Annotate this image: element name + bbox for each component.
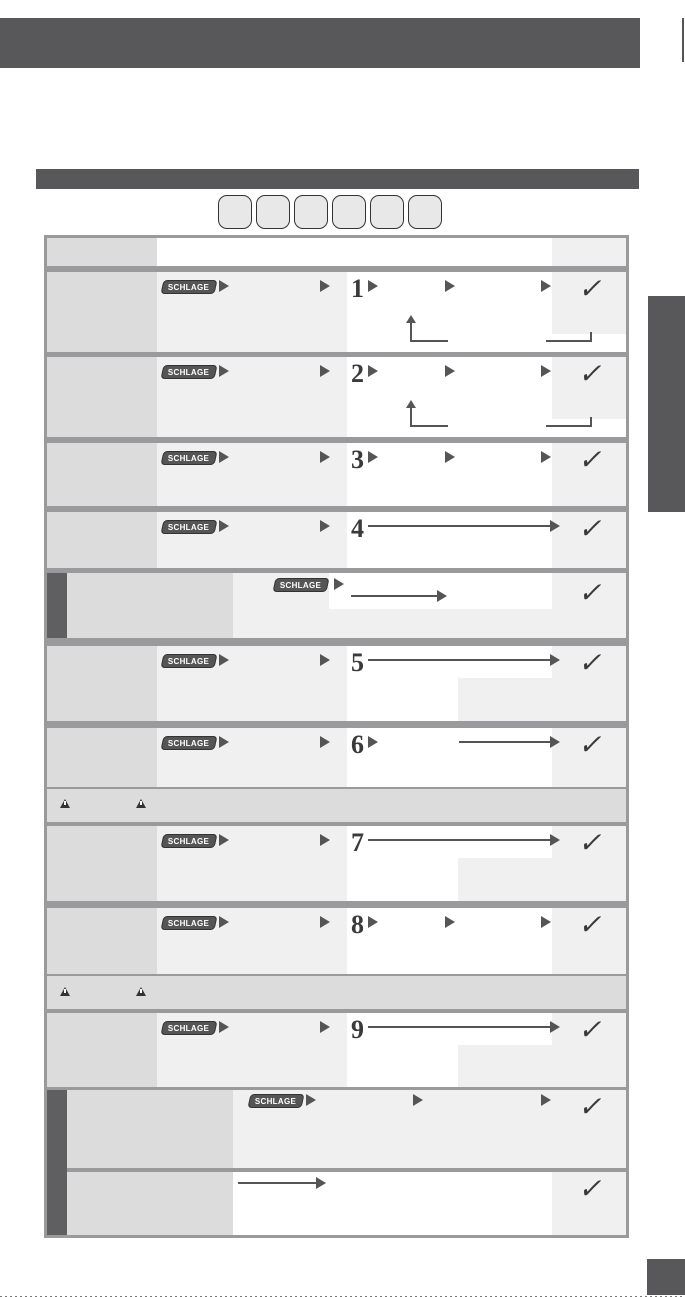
step-number: 3 xyxy=(351,445,364,474)
arrow-right-icon xyxy=(445,280,455,292)
keypad-key xyxy=(332,195,366,229)
arrow-right-icon xyxy=(219,280,229,292)
row-label-cell xyxy=(47,1013,157,1087)
check-icon: ✓ xyxy=(578,910,602,941)
arrow-shaft xyxy=(368,839,552,841)
warning-icon xyxy=(60,987,70,996)
side-tab xyxy=(648,296,685,512)
arrow-right-icon xyxy=(541,1094,551,1106)
check-icon: ✓ xyxy=(578,1092,602,1123)
arrow-right-icon xyxy=(368,916,378,928)
logo-text: SCHLAGE xyxy=(168,918,210,928)
logo-text: SCHLAGE xyxy=(168,738,210,748)
arrow-shaft xyxy=(238,1182,318,1184)
header-cell xyxy=(157,238,347,266)
logo-text: SCHLAGE xyxy=(255,1096,297,1106)
programming-table xyxy=(44,235,629,1238)
arrow-right-icon xyxy=(219,834,229,846)
row-label-cell xyxy=(47,826,157,901)
arrow-right-icon xyxy=(541,365,551,377)
check-icon: ✓ xyxy=(578,1174,602,1205)
arrow-right-icon xyxy=(550,834,560,846)
row-cell xyxy=(347,512,552,568)
schlage-logo xyxy=(161,365,218,379)
arrow-up-icon xyxy=(406,315,416,323)
schlage-logo xyxy=(161,1021,218,1035)
arrow-shaft xyxy=(351,595,439,597)
arrow-right-icon xyxy=(368,280,378,292)
arrow-right-icon xyxy=(550,654,560,666)
arrow-right-icon xyxy=(306,1094,316,1106)
arrow-right-icon xyxy=(445,365,455,377)
arrow-up-icon xyxy=(406,400,416,408)
arrow-right-icon xyxy=(541,916,551,928)
sub-row-label-cell xyxy=(67,573,233,638)
row-cell xyxy=(458,1045,552,1087)
loop-line xyxy=(410,407,412,427)
section-bar xyxy=(36,169,639,189)
warning-strip xyxy=(47,789,626,822)
logo-text: SCHLAGE xyxy=(168,656,210,666)
warning-icon xyxy=(136,987,146,996)
warning-icon xyxy=(60,799,70,808)
keypad xyxy=(218,195,446,231)
schlage-logo xyxy=(161,736,218,750)
arrow-right-icon xyxy=(320,520,330,532)
arrow-right-icon xyxy=(219,916,229,928)
row-label-cell xyxy=(47,357,157,437)
loop-line xyxy=(410,322,412,342)
sub-row-label-cell xyxy=(67,1172,233,1235)
page-edge-mark xyxy=(682,18,684,62)
schlage-logo xyxy=(161,520,218,534)
header-cell xyxy=(347,238,552,266)
check-icon: ✓ xyxy=(578,730,602,761)
sub-row-marker xyxy=(47,1090,67,1235)
loop-line xyxy=(410,425,448,427)
row-label-cell xyxy=(47,908,157,974)
arrow-shaft xyxy=(368,525,552,527)
check-icon: ✓ xyxy=(578,828,602,859)
keypad-key xyxy=(218,195,252,229)
check-icon: ✓ xyxy=(578,1015,602,1046)
logo-text: SCHLAGE xyxy=(168,836,210,846)
sub-row-label-cell xyxy=(67,1090,233,1168)
arrow-right-icon xyxy=(320,654,330,666)
step-number: 1 xyxy=(351,274,364,303)
arrow-right-icon xyxy=(550,520,560,532)
logo-text: SCHLAGE xyxy=(168,282,210,292)
check-icon: ✓ xyxy=(578,648,602,679)
warning-strip xyxy=(47,976,626,1009)
loop-line xyxy=(546,425,592,427)
row-cell xyxy=(458,678,552,721)
logo-text: SCHLAGE xyxy=(168,367,210,377)
header-cell xyxy=(552,238,626,266)
step-number: 5 xyxy=(351,648,364,677)
check-icon: ✓ xyxy=(578,578,602,609)
arrow-right-icon xyxy=(219,736,229,748)
sub-row-marker xyxy=(47,573,67,638)
logo-text: SCHLAGE xyxy=(168,522,210,532)
arrow-shaft xyxy=(459,741,552,743)
arrow-shaft xyxy=(368,1026,552,1028)
arrow-right-icon xyxy=(550,1021,560,1033)
schlage-logo xyxy=(161,654,218,668)
check-icon: ✓ xyxy=(578,445,602,476)
row-label-cell xyxy=(47,728,157,787)
loop-line xyxy=(546,340,592,342)
step-number: 6 xyxy=(351,730,364,759)
arrow-right-icon xyxy=(320,280,330,292)
loop-line xyxy=(590,417,592,427)
row-label-cell xyxy=(47,272,157,352)
arrow-right-icon xyxy=(437,590,447,602)
arrow-right-icon xyxy=(413,1094,423,1106)
arrow-right-icon xyxy=(219,520,229,532)
arrow-right-icon xyxy=(445,916,455,928)
step-number: 9 xyxy=(351,1015,364,1044)
check-icon: ✓ xyxy=(578,359,602,390)
warning-icon xyxy=(136,799,146,808)
row-check-cell xyxy=(552,419,626,437)
logo-text: SCHLAGE xyxy=(168,1023,210,1033)
arrow-right-icon xyxy=(320,834,330,846)
row-label-cell xyxy=(47,512,157,568)
arrow-right-icon xyxy=(219,654,229,666)
schlage-logo xyxy=(161,834,218,848)
arrow-right-icon xyxy=(320,451,330,463)
arrow-right-icon xyxy=(445,451,455,463)
check-icon: ✓ xyxy=(578,274,602,305)
loop-line xyxy=(590,332,592,342)
arrow-right-icon xyxy=(541,451,551,463)
row-cell xyxy=(458,858,552,901)
arrow-right-icon xyxy=(320,916,330,928)
header-cell xyxy=(47,238,157,266)
loop-line xyxy=(410,340,448,342)
page-number-box xyxy=(647,1259,685,1295)
schlage-logo xyxy=(273,578,330,592)
step-number: 8 xyxy=(351,910,364,939)
arrow-right-icon xyxy=(219,451,229,463)
arrow-right-icon xyxy=(320,736,330,748)
arrow-right-icon xyxy=(550,736,560,748)
keypad-key xyxy=(294,195,328,229)
logo-text: SCHLAGE xyxy=(280,580,322,590)
row-label-cell xyxy=(47,443,157,506)
arrow-right-icon xyxy=(368,736,378,748)
arrow-right-icon xyxy=(334,578,344,590)
schlage-logo xyxy=(161,280,218,294)
schlage-logo xyxy=(161,916,218,930)
row-check-cell xyxy=(552,334,626,352)
arrow-right-icon xyxy=(541,280,551,292)
arrow-shaft xyxy=(368,659,552,661)
logo-text: SCHLAGE xyxy=(168,453,210,463)
arrow-right-icon xyxy=(219,1021,229,1033)
keypad-key xyxy=(408,195,442,229)
arrow-right-icon xyxy=(316,1177,326,1189)
schlage-logo xyxy=(161,451,218,465)
keypad-key xyxy=(370,195,404,229)
check-icon: ✓ xyxy=(578,514,602,545)
arrow-right-icon xyxy=(368,365,378,377)
arrow-right-icon xyxy=(320,1021,330,1033)
header-bar xyxy=(0,18,640,68)
step-number: 2 xyxy=(351,359,364,388)
schlage-logo xyxy=(248,1094,305,1108)
arrow-right-icon xyxy=(219,365,229,377)
row-label-cell xyxy=(47,646,157,721)
step-number: 7 xyxy=(351,828,364,857)
arrow-right-icon xyxy=(368,451,378,463)
step-number: 4 xyxy=(351,514,364,543)
keypad-key xyxy=(256,195,290,229)
arrow-right-icon xyxy=(320,365,330,377)
sub-row-cell xyxy=(329,609,552,638)
